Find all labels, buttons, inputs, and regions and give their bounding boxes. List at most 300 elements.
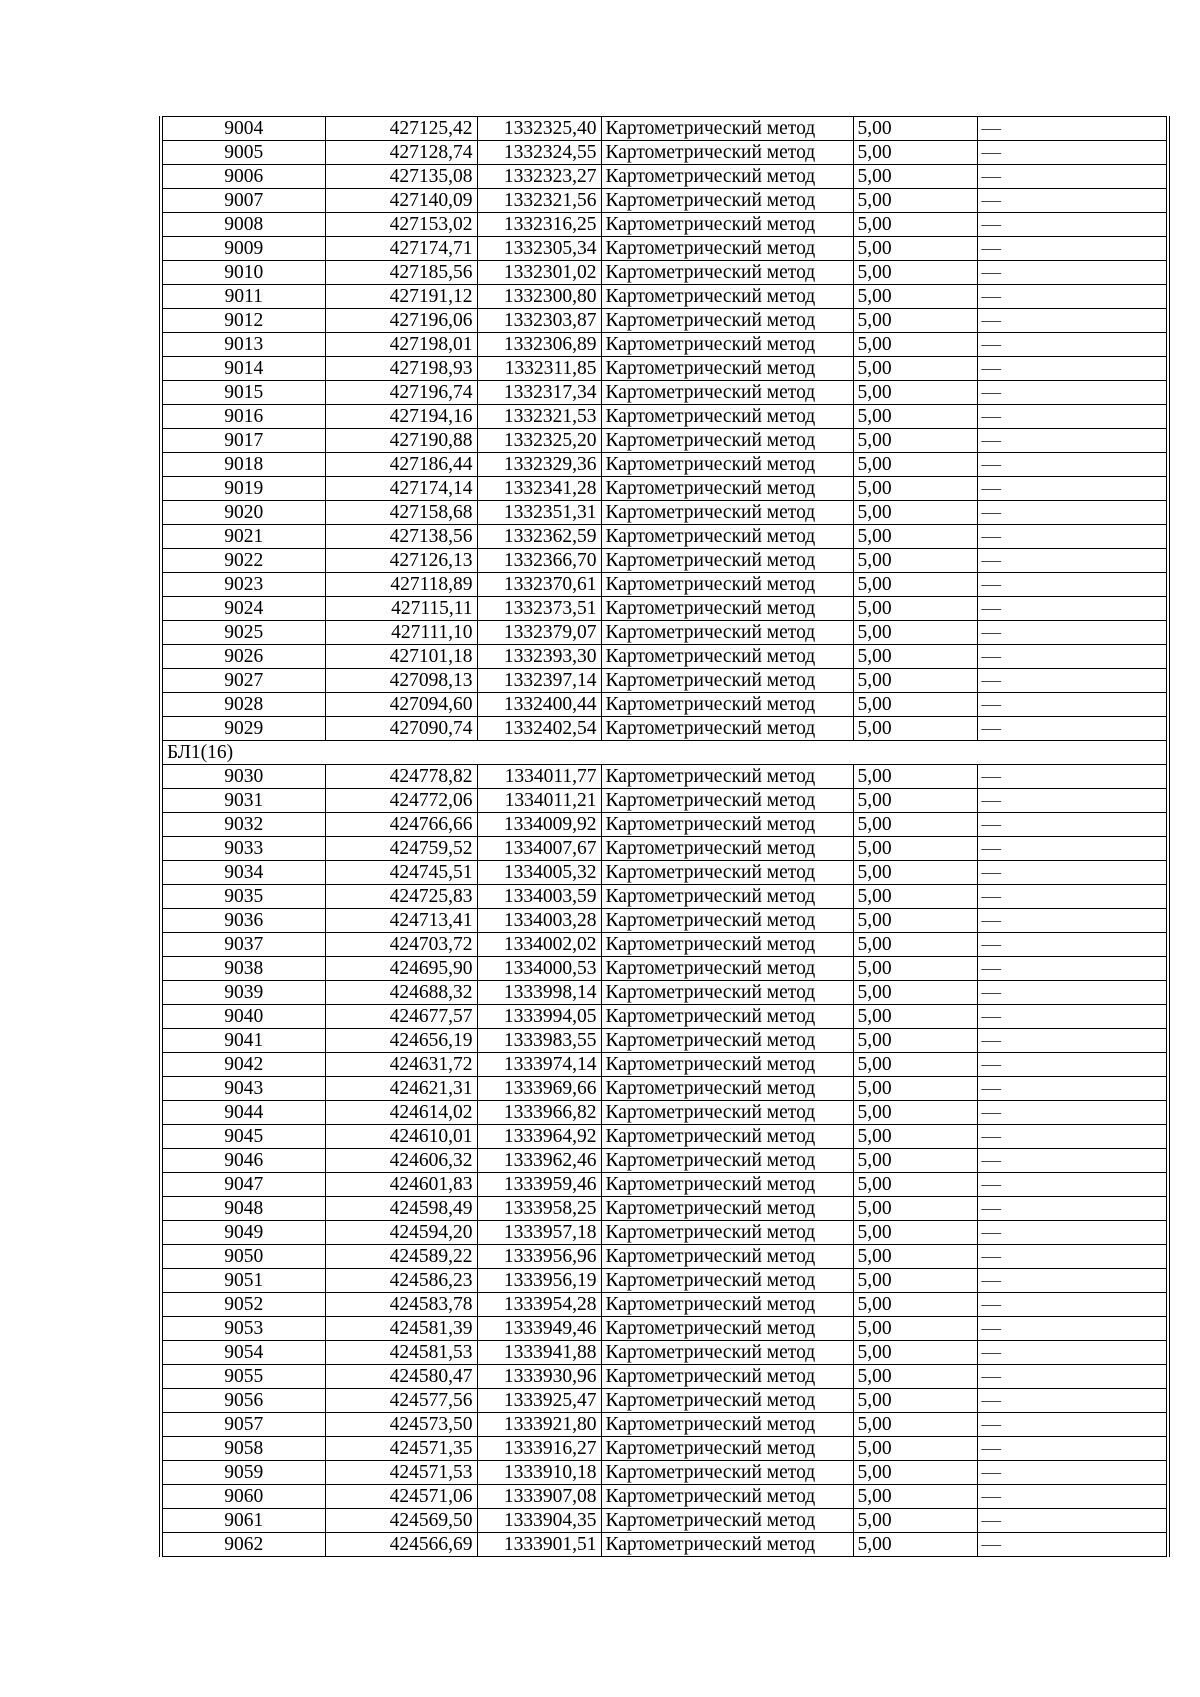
x-coordinate-cell: 427140,09 — [325, 189, 477, 213]
description-cell: — — [977, 933, 1168, 957]
x-coordinate-cell: 427101,18 — [325, 645, 477, 669]
table-row — [161, 549, 1168, 573]
description-cell: — — [977, 1197, 1168, 1221]
y-coordinate-cell: 1333966,82 — [477, 1101, 601, 1125]
x-coordinate-cell: 427111,10 — [325, 621, 477, 645]
accuracy-cell: 5,00 — [853, 525, 977, 549]
table-row — [161, 645, 1168, 669]
point-number-cell: 9013 — [161, 333, 325, 357]
method-cell: Картометрический метод — [601, 501, 853, 525]
table-row — [161, 861, 1168, 885]
x-coordinate-cell: 427118,89 — [325, 573, 477, 597]
accuracy-cell: 5,00 — [853, 237, 977, 261]
accuracy-cell: 5,00 — [853, 309, 977, 333]
table-row — [161, 717, 1168, 741]
method-cell: Картометрический метод — [601, 1077, 853, 1101]
x-coordinate-cell: 427185,56 — [325, 261, 477, 285]
method-cell: Картометрический метод — [601, 1197, 853, 1221]
description-cell: — — [977, 141, 1168, 165]
accuracy-cell: 5,00 — [853, 909, 977, 933]
point-number-cell: 9036 — [161, 909, 325, 933]
method-cell: Картометрический метод — [601, 885, 853, 909]
table-row — [161, 333, 1168, 357]
table-row — [161, 117, 1168, 141]
method-cell: Картометрический метод — [601, 165, 853, 189]
x-coordinate-cell: 424601,83 — [325, 1173, 477, 1197]
method-cell: Картометрический метод — [601, 717, 853, 741]
accuracy-cell: 5,00 — [853, 405, 977, 429]
x-coordinate-cell: 424573,50 — [325, 1413, 477, 1437]
method-cell: Картометрический метод — [601, 861, 853, 885]
method-cell: Картометрический метод — [601, 1317, 853, 1341]
point-number-cell: 9040 — [161, 1005, 325, 1029]
y-coordinate-cell: 1332323,27 — [477, 165, 601, 189]
description-cell: — — [977, 405, 1168, 429]
point-number-cell: 9028 — [161, 693, 325, 717]
point-number-cell: 9020 — [161, 501, 325, 525]
description-cell: — — [977, 1461, 1168, 1485]
table-row — [161, 1533, 1168, 1557]
accuracy-cell: 5,00 — [853, 1485, 977, 1509]
method-cell: Картометрический метод — [601, 1149, 853, 1173]
method-cell: Картометрический метод — [601, 1125, 853, 1149]
method-cell: Картометрический метод — [601, 429, 853, 453]
method-cell: Картометрический метод — [601, 981, 853, 1005]
description-cell: — — [977, 1149, 1168, 1173]
table-row — [161, 1485, 1168, 1509]
x-coordinate-cell: 424614,02 — [325, 1101, 477, 1125]
table-row — [161, 1365, 1168, 1389]
accuracy-cell: 5,00 — [853, 1437, 977, 1461]
point-number-cell: 9022 — [161, 549, 325, 573]
description-cell: — — [977, 213, 1168, 237]
y-coordinate-cell: 1332370,61 — [477, 573, 601, 597]
table-row — [161, 261, 1168, 285]
description-cell: — — [977, 477, 1168, 501]
accuracy-cell: 5,00 — [853, 573, 977, 597]
table-row — [161, 1269, 1168, 1293]
y-coordinate-cell: 1333964,92 — [477, 1125, 601, 1149]
y-coordinate-cell: 1333907,08 — [477, 1485, 601, 1509]
x-coordinate-cell: 427198,93 — [325, 357, 477, 381]
description-cell: — — [977, 765, 1168, 789]
method-cell: Картометрический метод — [601, 117, 853, 141]
description-cell: — — [977, 1437, 1168, 1461]
method-cell: Картометрический метод — [601, 669, 853, 693]
accuracy-cell: 5,00 — [853, 1005, 977, 1029]
table-row — [161, 1005, 1168, 1029]
description-cell: — — [977, 1413, 1168, 1437]
description-cell: — — [977, 1533, 1168, 1557]
table-row — [161, 477, 1168, 501]
x-coordinate-cell: 424778,82 — [325, 765, 477, 789]
point-number-cell: 9058 — [161, 1437, 325, 1461]
point-number-cell: 9043 — [161, 1077, 325, 1101]
y-coordinate-cell: 1334009,92 — [477, 813, 601, 837]
coordinates-table-body — [161, 117, 1168, 1557]
y-coordinate-cell: 1333962,46 — [477, 1149, 601, 1173]
accuracy-cell: 5,00 — [853, 165, 977, 189]
description-cell: — — [977, 573, 1168, 597]
point-number-cell: 9046 — [161, 1149, 325, 1173]
method-cell: Картометрический метод — [601, 1341, 853, 1365]
description-cell: — — [977, 381, 1168, 405]
description-cell: — — [977, 549, 1168, 573]
y-coordinate-cell: 1333904,35 — [477, 1509, 601, 1533]
accuracy-cell: 5,00 — [853, 1269, 977, 1293]
x-coordinate-cell: 424713,41 — [325, 909, 477, 933]
table-row — [161, 1221, 1168, 1245]
x-coordinate-cell: 427135,08 — [325, 165, 477, 189]
accuracy-cell: 5,00 — [853, 189, 977, 213]
accuracy-cell: 5,00 — [853, 597, 977, 621]
description-cell: — — [977, 117, 1168, 141]
point-number-cell: 9005 — [161, 141, 325, 165]
point-number-cell: 9016 — [161, 405, 325, 429]
accuracy-cell: 5,00 — [853, 1197, 977, 1221]
table-row — [161, 597, 1168, 621]
method-cell: Картометрический метод — [601, 1221, 853, 1245]
accuracy-cell: 5,00 — [853, 765, 977, 789]
point-number-cell: 9007 — [161, 189, 325, 213]
table-row — [161, 789, 1168, 813]
method-cell: Картометрический метод — [601, 1461, 853, 1485]
y-coordinate-cell: 1332373,51 — [477, 597, 601, 621]
x-coordinate-cell: 427126,13 — [325, 549, 477, 573]
point-number-cell: 9041 — [161, 1029, 325, 1053]
description-cell: — — [977, 645, 1168, 669]
table-row — [161, 1101, 1168, 1125]
point-number-cell: 9009 — [161, 237, 325, 261]
point-number-cell: 9029 — [161, 717, 325, 741]
method-cell: Картометрический метод — [601, 1293, 853, 1317]
description-cell: — — [977, 1029, 1168, 1053]
method-cell: Картометрический метод — [601, 285, 853, 309]
accuracy-cell: 5,00 — [853, 549, 977, 573]
accuracy-cell: 5,00 — [853, 357, 977, 381]
description-cell: — — [977, 501, 1168, 525]
point-number-cell: 9010 — [161, 261, 325, 285]
x-coordinate-cell: 424571,53 — [325, 1461, 477, 1485]
method-cell: Картометрический метод — [601, 1245, 853, 1269]
accuracy-cell: 5,00 — [853, 1149, 977, 1173]
point-number-cell: 9045 — [161, 1125, 325, 1149]
x-coordinate-cell: 427125,42 — [325, 117, 477, 141]
table-row — [161, 909, 1168, 933]
description-cell: — — [977, 1485, 1168, 1509]
accuracy-cell: 5,00 — [853, 1413, 977, 1437]
method-cell: Картометрический метод — [601, 1389, 853, 1413]
x-coordinate-cell: 424631,72 — [325, 1053, 477, 1077]
x-coordinate-cell: 424759,52 — [325, 837, 477, 861]
method-cell: Картометрический метод — [601, 1365, 853, 1389]
y-coordinate-cell: 1333983,55 — [477, 1029, 601, 1053]
y-coordinate-cell: 1332301,02 — [477, 261, 601, 285]
description-cell: — — [977, 525, 1168, 549]
x-coordinate-cell: 427194,16 — [325, 405, 477, 429]
method-cell: Картометрический метод — [601, 933, 853, 957]
point-number-cell: 9059 — [161, 1461, 325, 1485]
table-row — [161, 1173, 1168, 1197]
description-cell: — — [977, 1269, 1168, 1293]
accuracy-cell: 5,00 — [853, 957, 977, 981]
y-coordinate-cell: 1332311,85 — [477, 357, 601, 381]
table-row — [161, 1437, 1168, 1461]
method-cell: Картометрический метод — [601, 333, 853, 357]
method-cell: Картометрический метод — [601, 1173, 853, 1197]
table-row — [161, 1461, 1168, 1485]
y-coordinate-cell: 1333969,66 — [477, 1077, 601, 1101]
description-cell: — — [977, 621, 1168, 645]
y-coordinate-cell: 1333959,46 — [477, 1173, 601, 1197]
section-label: БЛ1(16) — [161, 741, 1168, 765]
method-cell: Картометрический метод — [601, 1269, 853, 1293]
description-cell: — — [977, 285, 1168, 309]
point-number-cell: 9051 — [161, 1269, 325, 1293]
y-coordinate-cell: 1333957,18 — [477, 1221, 601, 1245]
description-cell: — — [977, 1509, 1168, 1533]
y-coordinate-cell: 1332324,55 — [477, 141, 601, 165]
point-number-cell: 9024 — [161, 597, 325, 621]
method-cell: Картометрический метод — [601, 1101, 853, 1125]
method-cell: Картометрический метод — [601, 1413, 853, 1437]
point-number-cell: 9019 — [161, 477, 325, 501]
table-row — [161, 213, 1168, 237]
description-cell: — — [977, 261, 1168, 285]
description-cell: — — [977, 453, 1168, 477]
method-cell: Картометрический метод — [601, 477, 853, 501]
description-cell: — — [977, 165, 1168, 189]
x-coordinate-cell: 427090,74 — [325, 717, 477, 741]
point-number-cell: 9057 — [161, 1413, 325, 1437]
accuracy-cell: 5,00 — [853, 717, 977, 741]
x-coordinate-cell: 424772,06 — [325, 789, 477, 813]
description-cell: — — [977, 957, 1168, 981]
point-number-cell: 9039 — [161, 981, 325, 1005]
x-coordinate-cell: 424583,78 — [325, 1293, 477, 1317]
accuracy-cell: 5,00 — [853, 141, 977, 165]
x-coordinate-cell: 424598,49 — [325, 1197, 477, 1221]
description-cell: — — [977, 1101, 1168, 1125]
point-number-cell: 9055 — [161, 1365, 325, 1389]
accuracy-cell: 5,00 — [853, 1125, 977, 1149]
description-cell: — — [977, 885, 1168, 909]
x-coordinate-cell: 424594,20 — [325, 1221, 477, 1245]
point-number-cell: 9023 — [161, 573, 325, 597]
point-number-cell: 9060 — [161, 1485, 325, 1509]
point-number-cell: 9042 — [161, 1053, 325, 1077]
y-coordinate-cell: 1332329,36 — [477, 453, 601, 477]
x-coordinate-cell: 427115,11 — [325, 597, 477, 621]
table-row — [161, 1317, 1168, 1341]
y-coordinate-cell: 1333956,96 — [477, 1245, 601, 1269]
x-coordinate-cell: 424688,32 — [325, 981, 477, 1005]
description-cell: — — [977, 717, 1168, 741]
y-coordinate-cell: 1332379,07 — [477, 621, 601, 645]
table-row — [161, 1077, 1168, 1101]
y-coordinate-cell: 1333958,25 — [477, 1197, 601, 1221]
table-row — [161, 525, 1168, 549]
accuracy-cell: 5,00 — [853, 1461, 977, 1485]
point-number-cell: 9054 — [161, 1341, 325, 1365]
table-row — [161, 357, 1168, 381]
method-cell: Картометрический метод — [601, 381, 853, 405]
x-coordinate-cell: 424703,72 — [325, 933, 477, 957]
table-row — [161, 237, 1168, 261]
x-coordinate-cell: 424656,19 — [325, 1029, 477, 1053]
accuracy-cell: 5,00 — [853, 1221, 977, 1245]
table-row — [161, 453, 1168, 477]
x-coordinate-cell: 424610,01 — [325, 1125, 477, 1149]
y-coordinate-cell: 1332303,87 — [477, 309, 601, 333]
description-cell: — — [977, 1389, 1168, 1413]
y-coordinate-cell: 1333925,47 — [477, 1389, 601, 1413]
y-coordinate-cell: 1334011,77 — [477, 765, 601, 789]
x-coordinate-cell: 427190,88 — [325, 429, 477, 453]
accuracy-cell: 5,00 — [853, 1293, 977, 1317]
table-row — [161, 381, 1168, 405]
accuracy-cell: 5,00 — [853, 333, 977, 357]
table-row — [161, 957, 1168, 981]
description-cell: — — [977, 981, 1168, 1005]
description-cell: — — [977, 1077, 1168, 1101]
section-header-row — [161, 741, 1168, 765]
accuracy-cell: 5,00 — [853, 1533, 977, 1557]
y-coordinate-cell: 1334003,59 — [477, 885, 601, 909]
y-coordinate-cell: 1333941,88 — [477, 1341, 601, 1365]
description-cell: — — [977, 693, 1168, 717]
x-coordinate-cell: 424581,53 — [325, 1341, 477, 1365]
table-row — [161, 1245, 1168, 1269]
y-coordinate-cell: 1334003,28 — [477, 909, 601, 933]
x-coordinate-cell: 427186,44 — [325, 453, 477, 477]
method-cell: Картометрический метод — [601, 573, 853, 597]
accuracy-cell: 5,00 — [853, 1509, 977, 1533]
accuracy-cell: 5,00 — [853, 117, 977, 141]
y-coordinate-cell: 1332325,40 — [477, 117, 601, 141]
method-cell: Картометрический метод — [601, 261, 853, 285]
description-cell: — — [977, 669, 1168, 693]
accuracy-cell: 5,00 — [853, 213, 977, 237]
description-cell: — — [977, 1293, 1168, 1317]
point-number-cell: 9027 — [161, 669, 325, 693]
table-row — [161, 1413, 1168, 1437]
description-cell: — — [977, 1005, 1168, 1029]
description-cell: — — [977, 789, 1168, 813]
point-number-cell: 9034 — [161, 861, 325, 885]
y-coordinate-cell: 1332362,59 — [477, 525, 601, 549]
accuracy-cell: 5,00 — [853, 669, 977, 693]
description-cell: — — [977, 597, 1168, 621]
description-cell: — — [977, 1341, 1168, 1365]
method-cell: Картометрический метод — [601, 189, 853, 213]
y-coordinate-cell: 1332397,14 — [477, 669, 601, 693]
description-cell: — — [977, 333, 1168, 357]
x-coordinate-cell: 424581,39 — [325, 1317, 477, 1341]
y-coordinate-cell: 1334005,32 — [477, 861, 601, 885]
x-coordinate-cell: 427098,13 — [325, 669, 477, 693]
y-coordinate-cell: 1333910,18 — [477, 1461, 601, 1485]
method-cell: Картометрический метод — [601, 1509, 853, 1533]
accuracy-cell: 5,00 — [853, 1365, 977, 1389]
y-coordinate-cell: 1332300,80 — [477, 285, 601, 309]
table-row — [161, 405, 1168, 429]
x-coordinate-cell: 427196,74 — [325, 381, 477, 405]
y-coordinate-cell: 1333916,27 — [477, 1437, 601, 1461]
accuracy-cell: 5,00 — [853, 693, 977, 717]
method-cell: Картометрический метод — [601, 1053, 853, 1077]
y-coordinate-cell: 1334002,02 — [477, 933, 601, 957]
y-coordinate-cell: 1334000,53 — [477, 957, 601, 981]
y-coordinate-cell: 1332321,56 — [477, 189, 601, 213]
accuracy-cell: 5,00 — [853, 837, 977, 861]
x-coordinate-cell: 424580,47 — [325, 1365, 477, 1389]
point-number-cell: 9044 — [161, 1101, 325, 1125]
description-cell: — — [977, 1125, 1168, 1149]
x-coordinate-cell: 424569,50 — [325, 1509, 477, 1533]
point-number-cell: 9048 — [161, 1197, 325, 1221]
accuracy-cell: 5,00 — [853, 381, 977, 405]
x-coordinate-cell: 427128,74 — [325, 141, 477, 165]
method-cell: Картометрический метод — [601, 1437, 853, 1461]
method-cell: Картометрический метод — [601, 1029, 853, 1053]
accuracy-cell: 5,00 — [853, 1389, 977, 1413]
accuracy-cell: 5,00 — [853, 1317, 977, 1341]
table-row — [161, 837, 1168, 861]
table-row — [161, 1053, 1168, 1077]
table-row — [161, 981, 1168, 1005]
accuracy-cell: 5,00 — [853, 285, 977, 309]
accuracy-cell: 5,00 — [853, 981, 977, 1005]
x-coordinate-cell: 427174,71 — [325, 237, 477, 261]
x-coordinate-cell: 424571,35 — [325, 1437, 477, 1461]
x-coordinate-cell: 424589,22 — [325, 1245, 477, 1269]
x-coordinate-cell: 424725,83 — [325, 885, 477, 909]
description-cell: — — [977, 1221, 1168, 1245]
method-cell: Картометрический метод — [601, 453, 853, 477]
accuracy-cell: 5,00 — [853, 1101, 977, 1125]
description-cell: — — [977, 837, 1168, 861]
accuracy-cell: 5,00 — [853, 1245, 977, 1269]
point-number-cell: 9037 — [161, 933, 325, 957]
method-cell: Картометрический метод — [601, 1485, 853, 1509]
x-coordinate-cell: 427198,01 — [325, 333, 477, 357]
y-coordinate-cell: 1333974,14 — [477, 1053, 601, 1077]
accuracy-cell: 5,00 — [853, 261, 977, 285]
method-cell: Картометрический метод — [601, 645, 853, 669]
table-row — [161, 813, 1168, 837]
table-row — [161, 1293, 1168, 1317]
point-number-cell: 9030 — [161, 765, 325, 789]
point-number-cell: 9050 — [161, 1245, 325, 1269]
table-row — [161, 693, 1168, 717]
point-number-cell: 9025 — [161, 621, 325, 645]
point-number-cell: 9014 — [161, 357, 325, 381]
table-row — [161, 141, 1168, 165]
x-coordinate-cell: 427196,06 — [325, 309, 477, 333]
x-coordinate-cell: 427174,14 — [325, 477, 477, 501]
description-cell: — — [977, 1365, 1168, 1389]
x-coordinate-cell: 424766,66 — [325, 813, 477, 837]
point-number-cell: 9032 — [161, 813, 325, 837]
method-cell: Картометрический метод — [601, 621, 853, 645]
description-cell: — — [977, 1245, 1168, 1269]
y-coordinate-cell: 1332393,30 — [477, 645, 601, 669]
y-coordinate-cell: 1332321,53 — [477, 405, 601, 429]
method-cell: Картометрический метод — [601, 789, 853, 813]
point-number-cell: 9015 — [161, 381, 325, 405]
point-number-cell: 9008 — [161, 213, 325, 237]
